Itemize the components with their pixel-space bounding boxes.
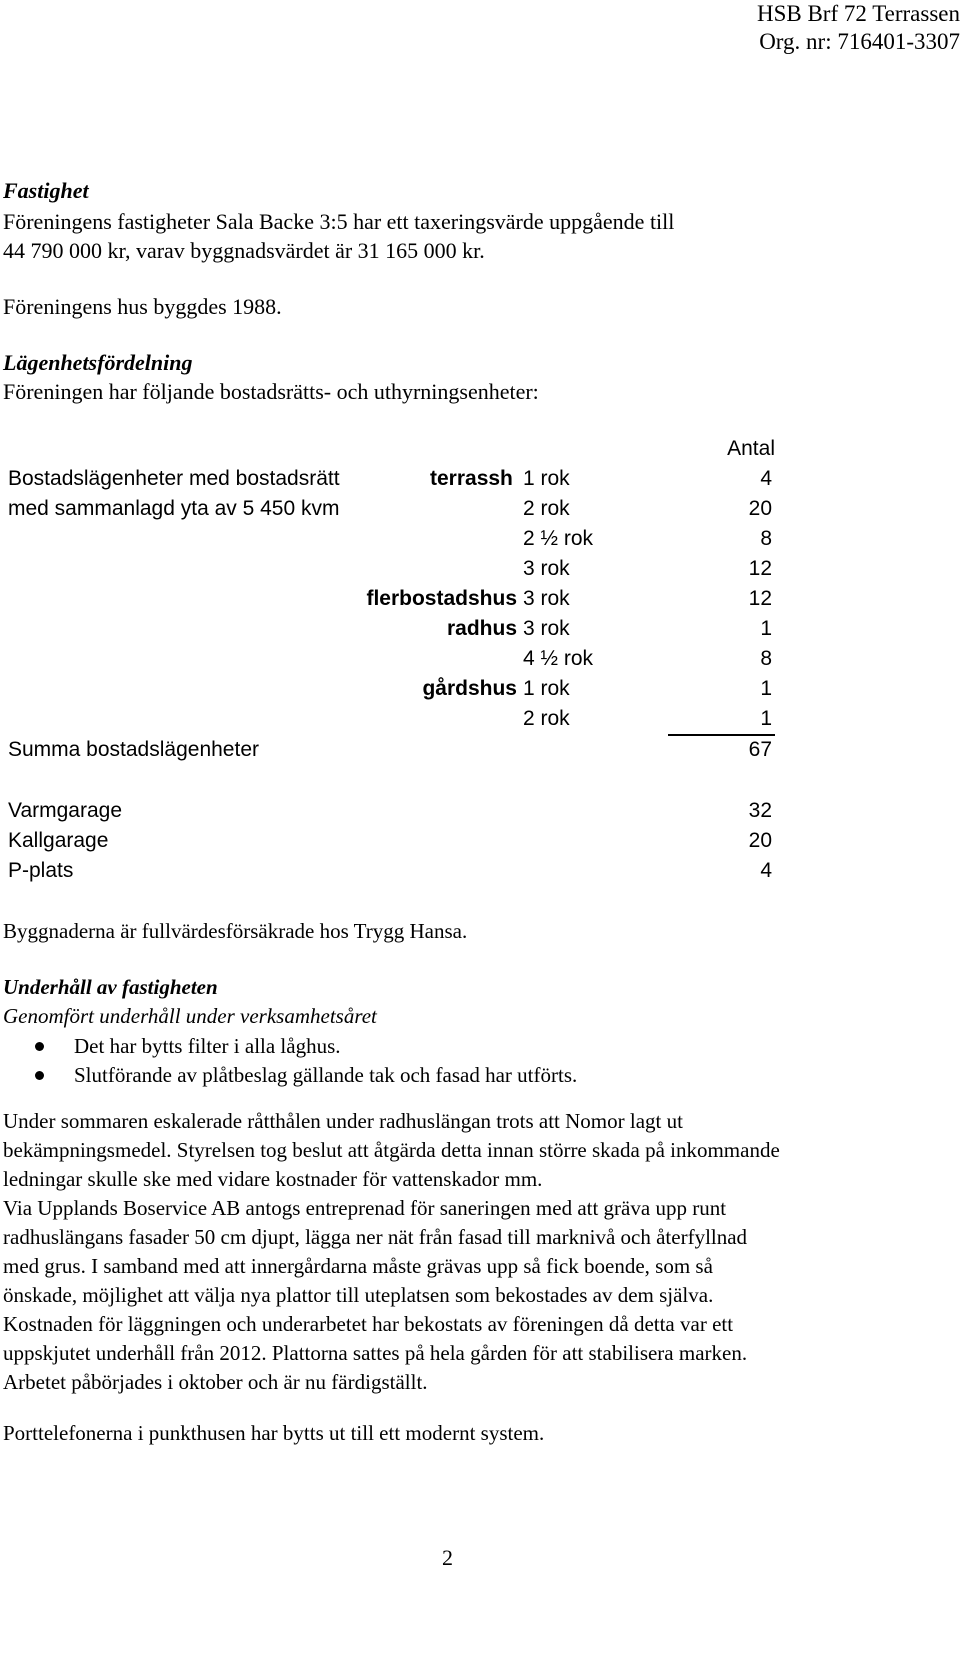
section-subheading-genomfort: Genomfört underhåll under verksamhetsåret [3, 1004, 377, 1028]
table-row-count: 8 [760, 527, 772, 550]
paragraph-line: Via Upplands Boservice AB antogs entreprenad för saneringen med att gräva upp runt [3, 1196, 727, 1220]
insurance-text: Byggnaderna är fullvärdesförsäkrade hos Trygg Hansa. [3, 919, 468, 943]
table-row-count: 1 [760, 617, 772, 640]
paragraph-line: uppskjutet underhåll från 2012. Plattorna sattes på hela gården för att stabilisera marken. [3, 1341, 748, 1365]
table-row-size: 2 rok [523, 497, 570, 520]
paragraph-line: Arbetet påbörjades i oktober och är nu färdigställt. [3, 1370, 428, 1394]
table-row-count: 8 [760, 647, 772, 670]
table-row-size: 1 rok [523, 677, 570, 700]
table-row-size: 2 ½ rok [523, 527, 594, 550]
paragraph-line: ledningar skulle ske med vidare kostnader för vattenskador mm. [3, 1167, 543, 1191]
table-row-size: 3 rok [523, 617, 570, 640]
section-heading-lagenhetsfordelning: Lägenhetsfördelning [3, 350, 193, 375]
list-item-count: 4 [760, 859, 772, 882]
list-item: Det har bytts filter i alla låghus. [74, 1034, 341, 1058]
built-year-text: Föreningens hus byggdes 1988. [3, 294, 282, 319]
page-number: 2 [442, 1545, 453, 1570]
lagenhet-intro: Föreningen har följande bostadsrätts- och uthyrningsenheter: [3, 379, 539, 404]
bullet-icon [35, 1071, 44, 1080]
table-row-count: 1 [760, 677, 772, 700]
list-item: Slutförande av plåtbeslag gällande tak och fasad har utförts. [74, 1063, 578, 1087]
paragraph-line: med grus. I samband med att innergårdarna måste grävas upp så fick boende, som så [3, 1254, 713, 1278]
document-header [560, 0, 960, 56]
table-row-count: 4 [760, 467, 772, 490]
table-row-size: 4 ½ rok [523, 647, 594, 670]
sum-divider-line [668, 734, 775, 736]
sum-label: Summa bostadslägenheter [8, 738, 259, 761]
section-heading-underhall: Underhåll av fastigheten [3, 975, 218, 999]
list-item-label: Varmgarage [8, 799, 123, 822]
section-heading-fastighet: Fastighet [3, 178, 89, 203]
table-row-size: 3 rok [523, 587, 570, 610]
sum-value: 67 [748, 738, 772, 761]
paragraph-line: radhuslängans fasader 50 cm djupt, lägga ner nät från fasad till marknivå och återfyllnad [3, 1225, 748, 1249]
table-row-type: terrassh [430, 467, 513, 490]
org-name: HSB Brf 72 Terrassen [756, 1, 960, 26]
table-label-line-2: med sammanlagd yta av 5 450 kvm [8, 497, 340, 520]
table-row-count: 1 [760, 707, 772, 730]
maintenance-paragraph [3, 1107, 953, 1397]
bullet-icon [35, 1042, 44, 1051]
table-row-type: gårdshus [422, 677, 517, 700]
paragraph-line: önskade, möjlighet att välja nya plattor till uteplatsen som bekostades av dem själva. [3, 1283, 714, 1307]
list-item-label: P-plats [8, 859, 74, 882]
column-header-antal: Antal [727, 437, 775, 460]
table-row-size: 1 rok [523, 467, 570, 490]
fastighet-text-line-1: Föreningens fastigheter Sala Backe 3:5 har ett taxeringsvärde uppgående till [3, 209, 675, 234]
table-label-line-1: Bostadslägenheter med bostadsrätt [8, 467, 340, 490]
list-item-count: 20 [748, 829, 772, 852]
porttelefon-text: Porttelefonerna i punkthusen har bytts ut till ett modernt system. [3, 1421, 545, 1445]
table-row-count: 12 [748, 587, 772, 610]
paragraph-line: Under sommaren eskalerade råtthålen under radhuslängan trots att Nomor lagt ut [3, 1109, 683, 1133]
list-item-label: Kallgarage [8, 829, 109, 852]
paragraph-line: bekämpningsmedel. Styrelsen tog beslut att åtgärda detta innan större skada på inkommande [3, 1138, 780, 1162]
paragraph-line: Kostnaden för läggningen och underarbetet har bekostats av föreningen då detta var ett [3, 1312, 734, 1336]
table-row-size: 3 rok [523, 557, 570, 580]
org-number: Org. nr: 716401-3307 [759, 29, 960, 54]
fastighet-text-line-2: 44 790 000 kr, varav byggnadsvärdet är 31 165 000 kr. [3, 238, 485, 263]
table-row-count: 20 [748, 497, 772, 520]
table-row-type: radhus [446, 617, 517, 640]
list-item-count: 32 [748, 799, 772, 822]
table-row-count: 12 [748, 557, 772, 580]
table-row-type: flerbostadshus [366, 587, 517, 610]
table-row-size: 2 rok [523, 707, 570, 730]
